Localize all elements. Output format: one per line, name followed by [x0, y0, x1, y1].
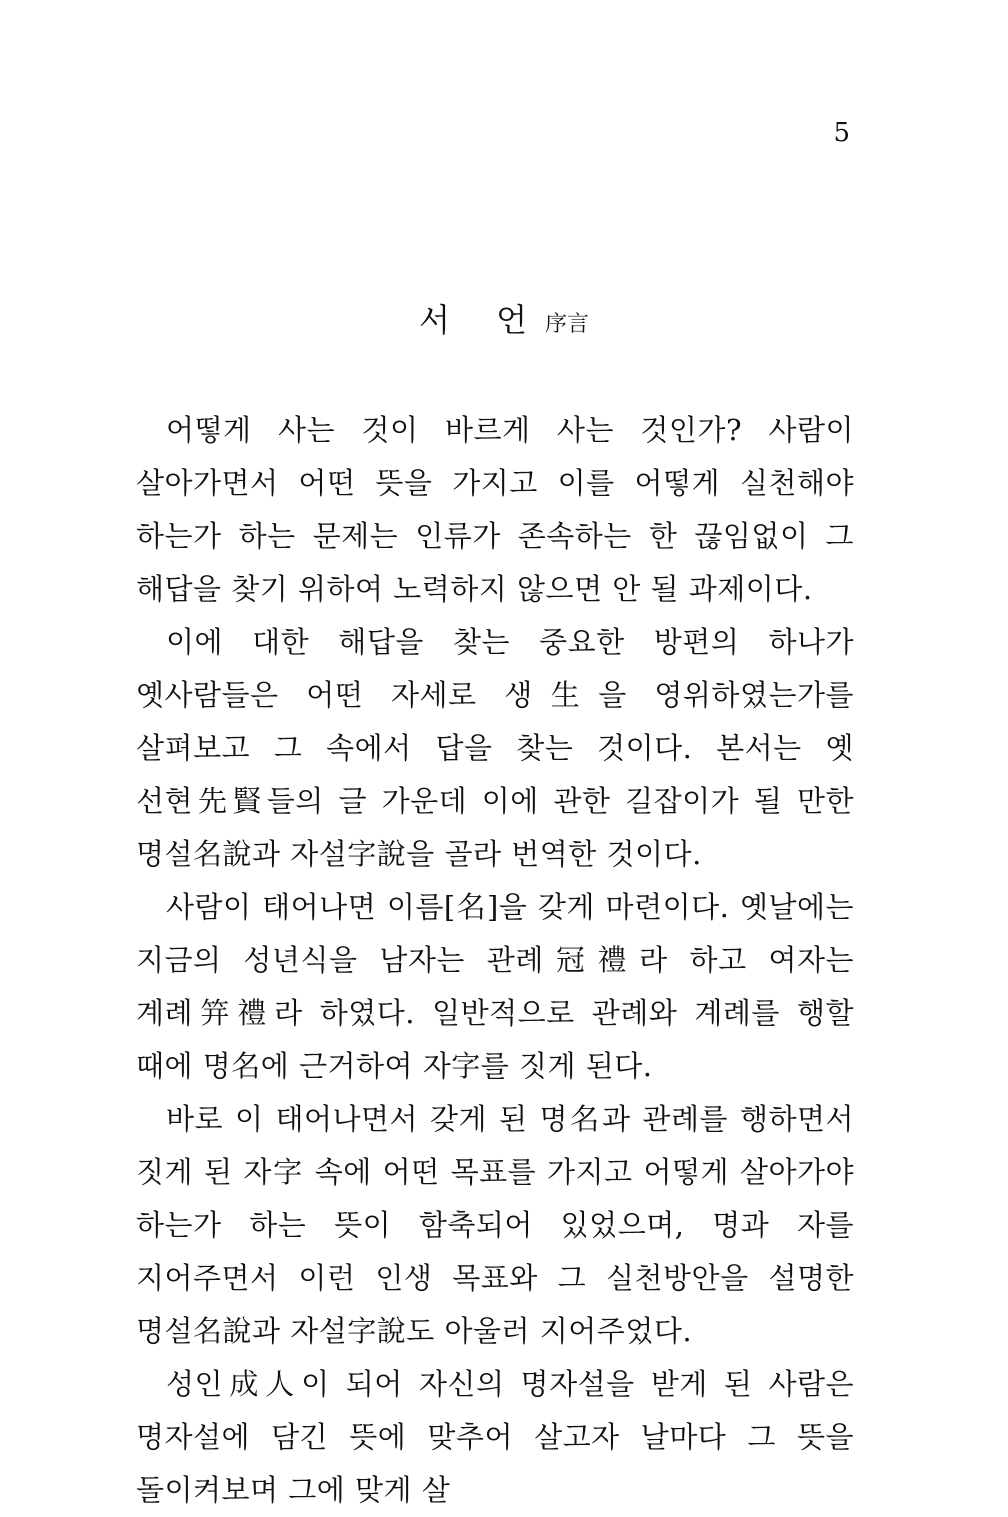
- paragraph-3: 사람이 태어나면 이름[名]을 갖게 마련이다. 옛날에는 지금의 성년식을 남자는 관례冠禮라 하고 여자는 계례笄禮라 하였다. 일반적으로 관례와 계례를 행할 때에 명名에 근거하여 자字를 짓게 된다.: [136, 890, 854, 1083]
- title-hanja: 序言: [544, 312, 589, 337]
- paragraph-1: 어떻게 사는 것이 바르게 사는 것인가? 사람이 살아가면서 어떤 뜻을 가지고 이를 어떻게 실천해야 하는가 하는 문제는 인류가 존속하는 한 끊임없이 그 해답을 찾기 위하여 노력하지 않으면 안 될 과제이다.: [136, 413, 854, 606]
- paragraph-4: 바로 이 태어나면서 갖게 된 명名과 관례를 행하면서 짓게 된 자字 속에 어떤 목표를 가지고 어떻게 살아가야 하는가 하는 뜻이 함축되어 있었으며, 명과 자를 지어주면서 이런 인생 목표와 그 실천방안을 설명한 명설名說과 자설字說도 아울러 지어주었다.: [136, 1102, 854, 1348]
- body-text: [136, 404, 854, 1517]
- title-main: 서 언: [418, 301, 545, 339]
- paragraph-2: 이에 대한 해답을 찾는 중요한 방편의 하나가 옛사람들은 어떤 자세로 생生을 영위하였는가를 살펴보고 그 속에서 답을 찾는 것이다. 본서는 옛 선현先賢들의 글 가운데 이에 관한 길잡이가 될 만한 명설名說과 자설字說을 골라 번역한 것이다.: [136, 625, 854, 871]
- paragraph-5: 성인成人이 되어 자신의 명자설을 받게 된 사람은 명자설에 담긴 뜻에 맞추어 살고자 날마다 그 뜻을 돌이켜보며 그에 맞게 살: [136, 1367, 854, 1507]
- page-title: [0, 300, 1008, 345]
- page-number: 5: [833, 118, 850, 148]
